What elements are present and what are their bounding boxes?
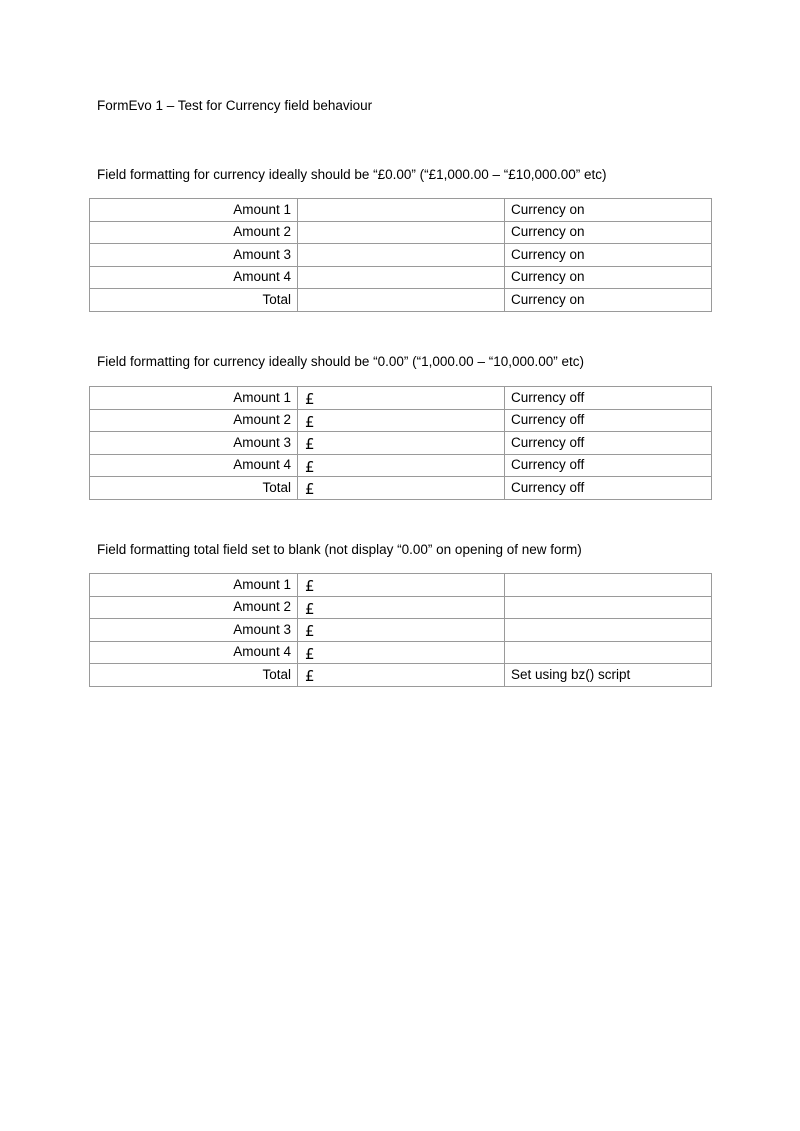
- currency-off-table: [89, 386, 712, 500]
- amount-4-field[interactable]: [298, 641, 505, 664]
- row-note: Currency off: [505, 409, 712, 432]
- pound-sign-icon: £: [305, 577, 315, 596]
- table-row: [90, 221, 712, 244]
- amount-4-field[interactable]: [298, 454, 505, 477]
- total-field[interactable]: [298, 289, 505, 312]
- row-note: Currency on: [505, 289, 712, 312]
- pound-sign-icon: £: [305, 480, 315, 499]
- row-label: Amount 4: [90, 266, 298, 289]
- row-note: Currency on: [505, 199, 712, 222]
- amount-1-field[interactable]: [298, 199, 505, 222]
- row-note: Currency on: [505, 221, 712, 244]
- row-label: Amount 3: [90, 619, 298, 642]
- row-label: Total: [90, 664, 298, 687]
- total-field[interactable]: [298, 477, 505, 500]
- section-heading-currency-off: Field formatting for currency ideally should be “0.00” (“1,000.00 – “10,000.00” etc): [97, 354, 585, 369]
- amount-2-field[interactable]: [298, 596, 505, 619]
- table-row: [90, 432, 712, 455]
- table-row: [90, 454, 712, 477]
- pound-sign-icon: £: [305, 599, 315, 618]
- amount-2-field[interactable]: [298, 409, 505, 432]
- row-note: Currency off: [505, 477, 712, 500]
- pound-sign-icon: £: [305, 390, 315, 409]
- section-heading-currency-on: Field formatting for currency ideally should be “£0.00” (“£1,000.00 – “£10,000.00” etc): [97, 167, 607, 182]
- blank-total-table: [89, 573, 712, 687]
- row-label: Amount 2: [90, 409, 298, 432]
- table-row: [90, 664, 712, 687]
- table-row: [90, 641, 712, 664]
- row-label: Total: [90, 477, 298, 500]
- amount-3-field[interactable]: [298, 244, 505, 267]
- table-row: [90, 477, 712, 500]
- table-row: [90, 409, 712, 432]
- pound-sign-icon: £: [305, 667, 315, 686]
- pound-sign-icon: £: [305, 412, 315, 431]
- table-row: [90, 244, 712, 267]
- page-title: FormEvo 1 – Test for Currency field behaviour: [97, 98, 373, 113]
- currency-on-table: [89, 198, 712, 312]
- row-label: Amount 1: [90, 199, 298, 222]
- row-note: Currency off: [505, 387, 712, 410]
- row-note: Currency off: [505, 432, 712, 455]
- pound-sign-icon: £: [305, 435, 315, 454]
- row-note: [505, 574, 712, 597]
- amount-3-field[interactable]: [298, 432, 505, 455]
- row-label: Total: [90, 289, 298, 312]
- amount-3-field[interactable]: [298, 619, 505, 642]
- table-row: [90, 387, 712, 410]
- pound-sign-icon: £: [305, 622, 315, 641]
- table-row: [90, 199, 712, 222]
- amount-1-field[interactable]: [298, 574, 505, 597]
- row-label: Amount 3: [90, 244, 298, 267]
- row-note: [505, 641, 712, 664]
- row-note: Currency on: [505, 244, 712, 267]
- row-label: Amount 4: [90, 454, 298, 477]
- amount-1-field[interactable]: [298, 387, 505, 410]
- table-row: [90, 266, 712, 289]
- total-field[interactable]: [298, 664, 505, 687]
- row-label: Amount 2: [90, 596, 298, 619]
- row-note: [505, 619, 712, 642]
- amount-4-field[interactable]: [298, 266, 505, 289]
- row-label: Amount 4: [90, 641, 298, 664]
- pound-sign-icon: £: [305, 457, 315, 476]
- row-label: Amount 1: [90, 387, 298, 410]
- pound-sign-icon: £: [305, 644, 315, 663]
- amount-2-field[interactable]: [298, 221, 505, 244]
- row-label: Amount 2: [90, 221, 298, 244]
- row-note: Currency on: [505, 266, 712, 289]
- row-label: Amount 1: [90, 574, 298, 597]
- table-row: [90, 619, 712, 642]
- row-note: Currency off: [505, 454, 712, 477]
- table-row: [90, 596, 712, 619]
- section-heading-blank-total: Field formatting total field set to blank (not display “0.00” on opening of new form): [97, 542, 582, 557]
- table-row: [90, 574, 712, 597]
- row-note: Set using bz() script: [505, 664, 712, 687]
- row-note: [505, 596, 712, 619]
- row-label: Amount 3: [90, 432, 298, 455]
- table-row: [90, 289, 712, 312]
